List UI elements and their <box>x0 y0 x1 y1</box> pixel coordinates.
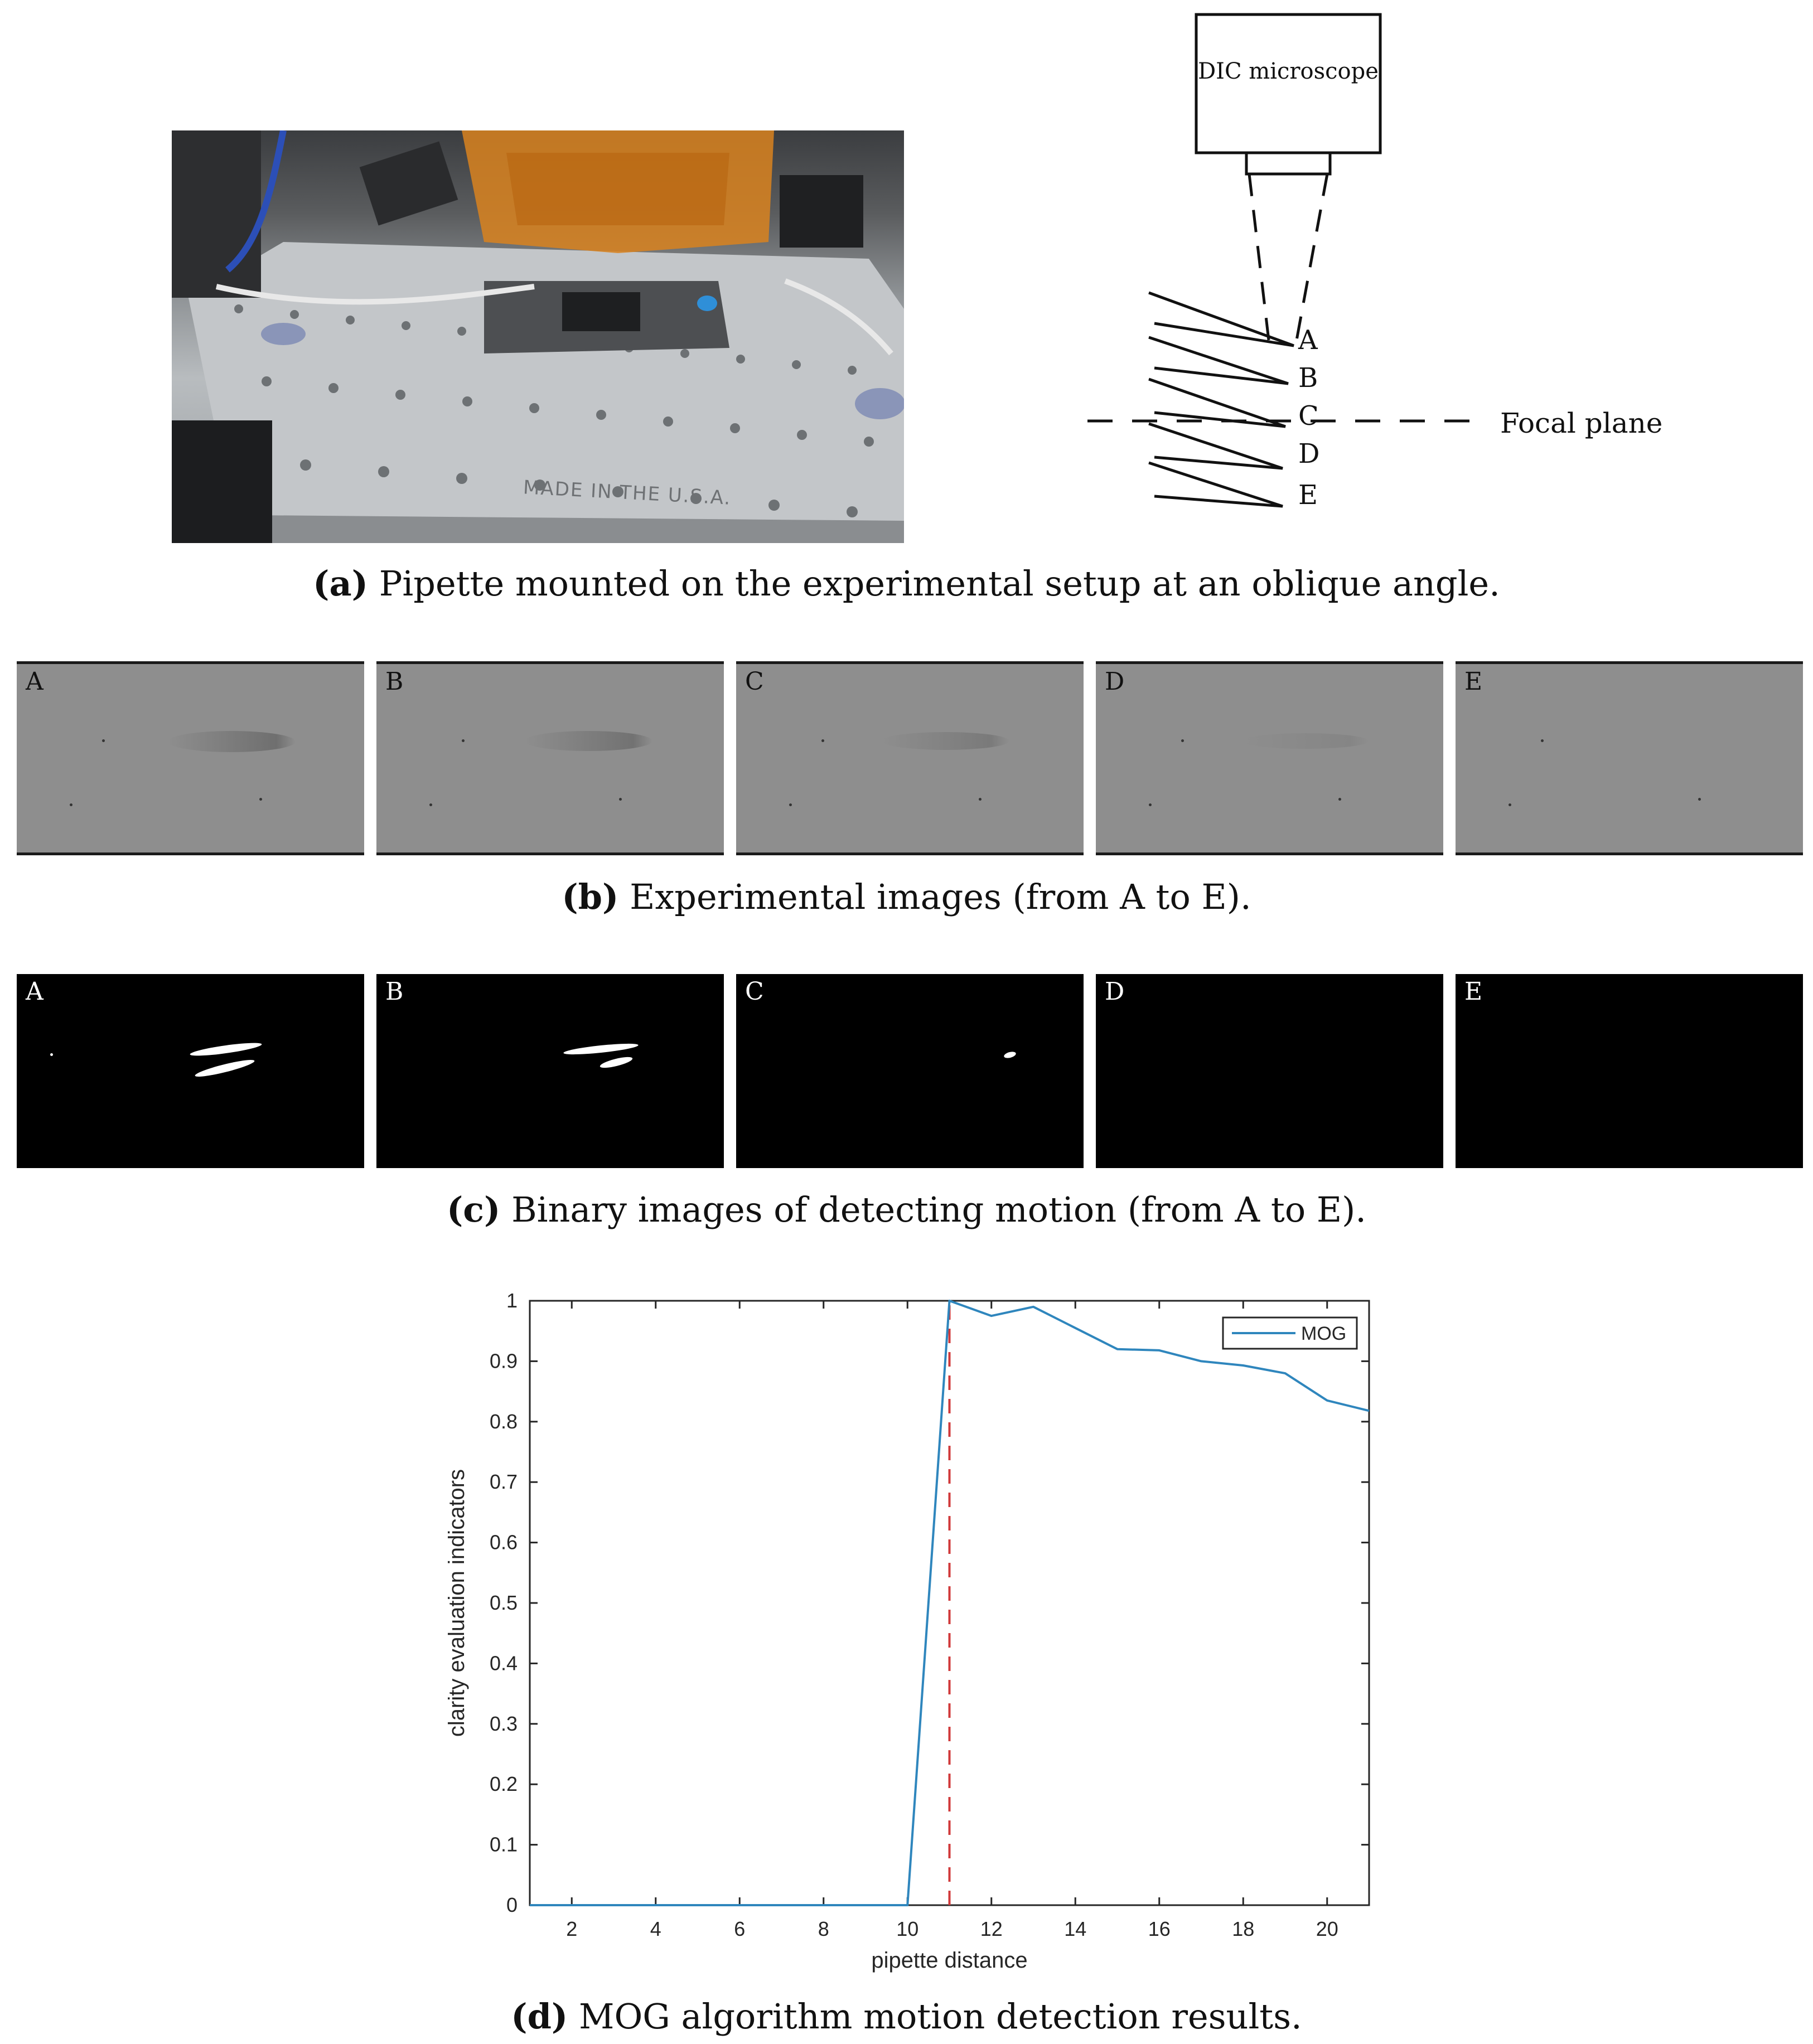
mog-chart <box>0 1260 1813 1985</box>
experimental-image-a <box>17 661 364 855</box>
experimental-image-label: B <box>385 667 404 696</box>
binary-image-label: C <box>745 977 764 1006</box>
setup-photo <box>172 130 904 543</box>
x-tick-label: 4 <box>650 1917 661 1940</box>
y-tick-label: 0.5 <box>489 1591 518 1614</box>
legend-label: MOG <box>1301 1323 1347 1344</box>
photo-engraving: MADE IN THE U.S.A. <box>523 476 732 510</box>
caption-d-text: MOG algorithm motion detection results. <box>578 1996 1302 2037</box>
y-tick-label: 0.6 <box>489 1530 518 1554</box>
experimental-image-label: E <box>1464 667 1483 696</box>
plot-area <box>530 1301 1369 1905</box>
binary-image-label: A <box>26 977 43 1006</box>
y-tick-label: 0.7 <box>489 1470 518 1494</box>
x-tick-label: 6 <box>734 1917 746 1940</box>
pipette-positions <box>1149 293 1294 506</box>
binary-image-label: D <box>1105 977 1125 1006</box>
objective-lens <box>1246 153 1330 174</box>
caption-d-tag: (d) <box>511 1996 568 2037</box>
x-tick-label: 8 <box>818 1917 829 1940</box>
y-axis-label: clarity evaluation indicators <box>444 1469 469 1737</box>
experimental-image-b <box>376 661 724 855</box>
caption-b-text: Experimental images (from A to E). <box>630 876 1251 917</box>
y-tick-label: 0.2 <box>489 1772 518 1796</box>
x-tick-label: 2 <box>566 1917 578 1940</box>
caption-a-text: Pipette mounted on the experimental setup at an oblique angle. <box>379 563 1500 604</box>
caption-c-text: Binary images of detecting motion (from A to E). <box>511 1189 1367 1230</box>
binary-image-label: B <box>385 977 404 1006</box>
focal-plane-label: Focal plane <box>1500 407 1663 439</box>
caption-c <box>0 1189 1813 1230</box>
x-tick-label: 20 <box>1316 1917 1338 1940</box>
y-tick-label: 0.1 <box>489 1833 518 1856</box>
x-tick-label: 12 <box>980 1917 1003 1940</box>
binary-image-e <box>1456 974 1803 1168</box>
x-tick-label: 14 <box>1064 1917 1087 1940</box>
experimental-image-label: A <box>26 667 43 696</box>
binary-image-c <box>736 974 1084 1168</box>
experimental-image-label: C <box>745 667 764 696</box>
microscope-label: DIC microscope <box>1198 59 1379 84</box>
caption-d <box>0 1996 1813 2037</box>
y-tick-label: 0 <box>506 1893 518 1916</box>
experimental-image-c <box>736 661 1084 855</box>
binary-image-b <box>376 974 724 1168</box>
binary-image-label: E <box>1464 977 1483 1006</box>
position-label-c: C <box>1298 400 1319 432</box>
position-label-d: D <box>1298 438 1320 469</box>
x-tick-label: 10 <box>896 1917 919 1940</box>
experimental-image-e <box>1456 661 1803 855</box>
caption-b <box>0 876 1813 917</box>
y-tick-label: 0.9 <box>489 1349 518 1373</box>
position-label-e: E <box>1298 479 1318 511</box>
x-tick-label: 18 <box>1232 1917 1255 1940</box>
binary-image-a <box>17 974 364 1168</box>
y-tick-label: 0.3 <box>489 1712 518 1735</box>
position-label-a: A <box>1298 324 1318 356</box>
x-axis-label: pipette distance <box>871 1948 1028 1973</box>
caption-c-tag: (c) <box>446 1189 501 1230</box>
caption-b-tag: (b) <box>562 876 619 917</box>
caption-a <box>0 563 1813 604</box>
x-tick-label: 16 <box>1148 1917 1171 1940</box>
y-tick-label: 1 <box>506 1289 518 1312</box>
binary-image-d <box>1096 974 1443 1168</box>
experimental-image-d <box>1096 661 1443 855</box>
y-tick-label: 0.8 <box>489 1410 518 1433</box>
position-label-b: B <box>1298 362 1318 394</box>
experimental-image-label: D <box>1105 667 1125 696</box>
caption-a-tag: (a) <box>313 563 368 604</box>
y-tick-label: 0.4 <box>489 1651 518 1675</box>
